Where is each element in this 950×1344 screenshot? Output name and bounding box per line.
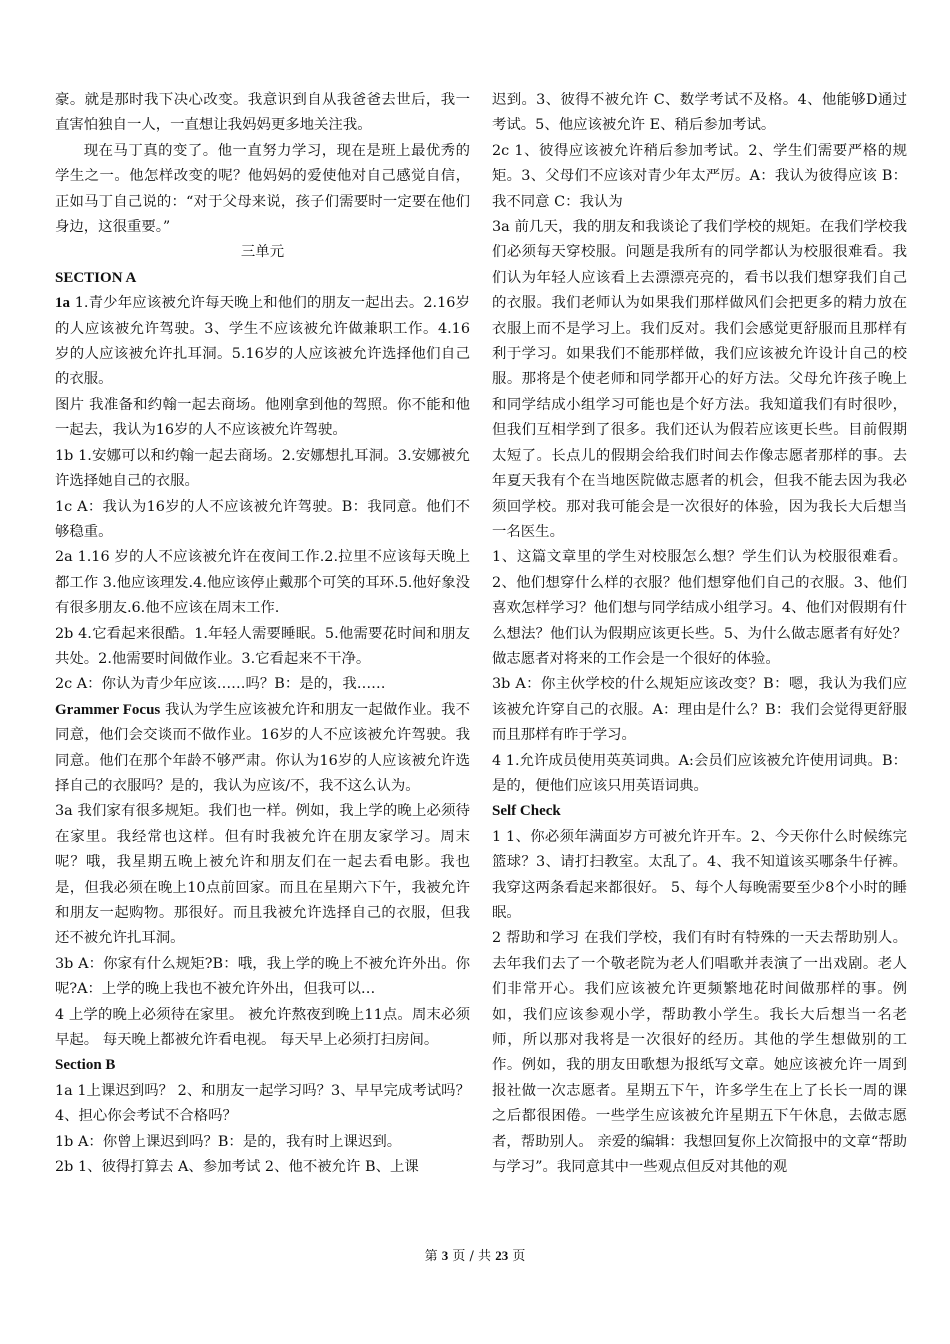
paragraph-label: 1a xyxy=(55,295,70,312)
paragraph: 迟到。3、彼得不被允许 C、数学考试不及格。4、他能够D通过考试。5、他应该被允许 E、稍后参加考试。 xyxy=(492,92,907,134)
paragraph: 1a 1上课迟到吗？ 2、和朋友一起学习吗？3、早早完成考试吗？4、担心你会考试不合格吗？ xyxy=(55,1082,470,1125)
paragraph xyxy=(55,698,470,800)
paragraph: 1b A：你曾上课迟到吗？B：是的，我有时上课迟到。 xyxy=(55,1133,402,1150)
paragraph: 2 帮助和学习 在我们学校，我们有时有特殊的一天去帮助别人。去年我们去了一个敬老院为老人们唱歌并表演了一出戏剧。老人们非常开心。我们应该被允许更频繁地花时间做那样的事。例如，我们应该参观小学，帮助教小学生。我长大后想当一名老师，所以那对我将是一次很好的经历。其他的学生想做别的工作。例如，我的朋友田歌想为报纸写文章。她应该被允许一周到报社做一次志愿者。星期五下午，许多学生在上了长长一周的课之后都很困倦。一些学生应该被允许星期五下午休息，去做志愿者，帮助别人。 亲爱的编辑：我想回复你上次简报中的文章“帮助与学习”。我同意其中一些观点但反对其他的观 xyxy=(492,930,907,1176)
section-heading: SECTION A xyxy=(55,269,137,286)
paragraph: 3a 我们家有很多规矩。我们也一样。例如，我上学的晚上必须待在家里。我经常也这样。但有时我被允许在朋友家学习。周末呢？哦，我星期五晚上被允许和朋友们在一起去看电影。我也是，但我必须在晚上10点前回家。而且在星期六下午，我被允许和朋友一起购物。那很好。而且我被允许选择自己的衣服，但我还不被允许扎耳洞。 xyxy=(55,803,470,947)
paragraph: 1 1、你必须年满面岁方可被允许开车。2、今天你什么时候练完篮球？3、请打扫教室。太乱了。4、我不知道该买哪条牛仔裤。我穿这两条看起来都很好。 5、每个人每晚需要至少8个小时的睡眠。 xyxy=(492,828,907,921)
paragraph-text: 1.青少年应该被允许每天晚上和他们的朋友一起出去。2.16岁的人应该被允许驾驶。3、学生不应该被允许做兼职工作。4.16岁的人应该被允许扎耳洞。5.16岁的人应该被允许选择他们自己的衣服。 xyxy=(55,295,470,388)
paragraph: 2b 1、彼得打算去 A、参加考试 2、他不被允许 B、上课 xyxy=(55,1159,419,1176)
page-footer xyxy=(0,1247,950,1266)
footer-middle: 页 / 共 xyxy=(448,1249,496,1264)
page-total: 23 xyxy=(495,1248,509,1263)
paragraph: 2b 4.它看起来很酷。1.年轻人需要睡眠。5.他需要花时间和朋友共处。2.他需要时间做作业。3.它看起来不干净。 xyxy=(55,625,470,667)
paragraph: 4 1.允许成员使用英英词典。A:会员们应该被允许使用词典。B：是的，便他们应该只用英语词典。 xyxy=(492,752,907,794)
right-column xyxy=(492,88,907,1180)
footer-suffix: 页 xyxy=(508,1249,526,1264)
paragraph: 图片 我准备和约翰一起去商场。他刚拿到他的驾照。你不能和他一起去，我认为16岁的人不应该被允许驾驶。 xyxy=(55,396,470,439)
unit-title: 三单元 xyxy=(240,244,285,261)
paragraph: 1b 1.安娜可以和约翰一起去商场。2.安娜想扎耳洞。3.安娜被允许选择她自己的衣服。 xyxy=(55,447,470,490)
paragraph: 3b A：你主伙学校的什么规矩应该改变？B：嗯，我认为我们应该被允许穿自己的衣服。A：理由是什么？B：我们会觉得更舒服而且那样有昨于学习。 xyxy=(492,676,907,744)
paragraph: 2c A：你认为青少年应该……吗？B：是的，我…… xyxy=(55,676,386,693)
paragraph: 现在马丁真的变了。他一直努力学习，现在是班上最优秀的学生之一。他怎样改变的呢？他妈妈的爱使他对自己感觉自信，正如马丁自己说的：“对于父母来说，孩子们需要时一定要在他们身边，这很重要。” xyxy=(55,142,470,236)
footer-prefix: 第 xyxy=(424,1249,442,1264)
paragraph xyxy=(55,291,470,393)
paragraph: 1c A：我认为16岁的人不应该被允许驾驶。B：我同意。他们不够稳重。 xyxy=(55,498,470,540)
section-heading: Self Check xyxy=(492,803,561,820)
paragraph: 3a 前几天，我的朋友和我谈论了我们学校的规矩。在我们学校我们必须每天穿校服。问题是我所有的同学都认为校服很难看。我们认为年轻人应该看上去漂漂亮亮的，看书以我们想穿我们自己的衣服。我们老师认为如果我们那样做风们会把更多的精力放在衣服上而不是学习上。我们反对。我们会感觉更舒服而且那样有利于学习。如果我们不能那样做，我们应该被允许设计自己的校服。那将是个使老师和同学都开心的好方法。父母允许孩子晚上和同学结成小组学习可能也是个好方法。我知道我们有时很吵，但我们互相学到了很多。我们还认为假若应该更长些。目前假期太短了。长点儿的假期会给我们时间去作像志愿者那样的事。去年夏天我有个在当地医院做志愿者的机会，但我不能去因为我必须回学校。那对我可能会是一次很好的体验，因为我长大后想当一名医生。 xyxy=(492,219,907,540)
section-heading: Section B xyxy=(55,1057,116,1074)
paragraph: 2a 1.16 岁的人不应该被允许在夜间工作.2.拉里不应该每天晚上都工作 3.他应该理发.4.他应该停止戴那个可笑的耳环.5.他好象没有很多朋友.6.他不应该在周末工作. xyxy=(55,549,470,617)
paragraph: 3b A：你家有什么规矩?B：哦，我上学的晚上不被允许外出。你呢?A：上学的晚上我也不被允许外出，但我可以… xyxy=(55,955,470,998)
left-column xyxy=(55,88,470,1180)
paragraph: 1、这篇文章里的学生对校服怎么想？学生们认为校服很难看。2、他们想穿什么样的衣服？他们想穿他们自己的衣服。3、他们喜欢怎样学习？他们想与同学结成小组学习。4、他们对假期有什么想法？他们认为假期应该更长些。5、为什么做志愿者有好处？做志愿者对将来的工作会是一个很好的体验。 xyxy=(492,549,907,667)
paragraph: 4 上学的晚上必须待在家里。 被允许熬夜到晚上11点。周末必须早起。 每天晚上都被允许看电视。 每天早上必须打扫房间。 xyxy=(55,1006,470,1049)
paragraph-text: 我认为学生应该被允许和朋友一起做作业。我不同意，他们会交谈而不做作业。16岁的人不应该被允许驾驶。我同意。他们在那个年龄不够严肃。你认为16岁的人应该被允许选择自己的衣服吗？是的，我认为应该/不，我不这么认为。 xyxy=(55,701,470,794)
paragraph: 2c 1、彼得应该被允许稍后参加考试。2、学生们需要严格的规矩。3、父母们不应该对青少年太严厉。A：我认为彼得应该 B：我不同意 C：我认为 xyxy=(492,142,907,210)
page-number: 3 xyxy=(441,1248,449,1263)
paragraph: 豪。就是那时我下决心改变。我意识到自从我爸爸去世后，我一直害怕独自一人，一直想让我妈妈更多地关注我。 xyxy=(55,92,470,134)
paragraph-label: Grammer Focus xyxy=(55,701,161,718)
